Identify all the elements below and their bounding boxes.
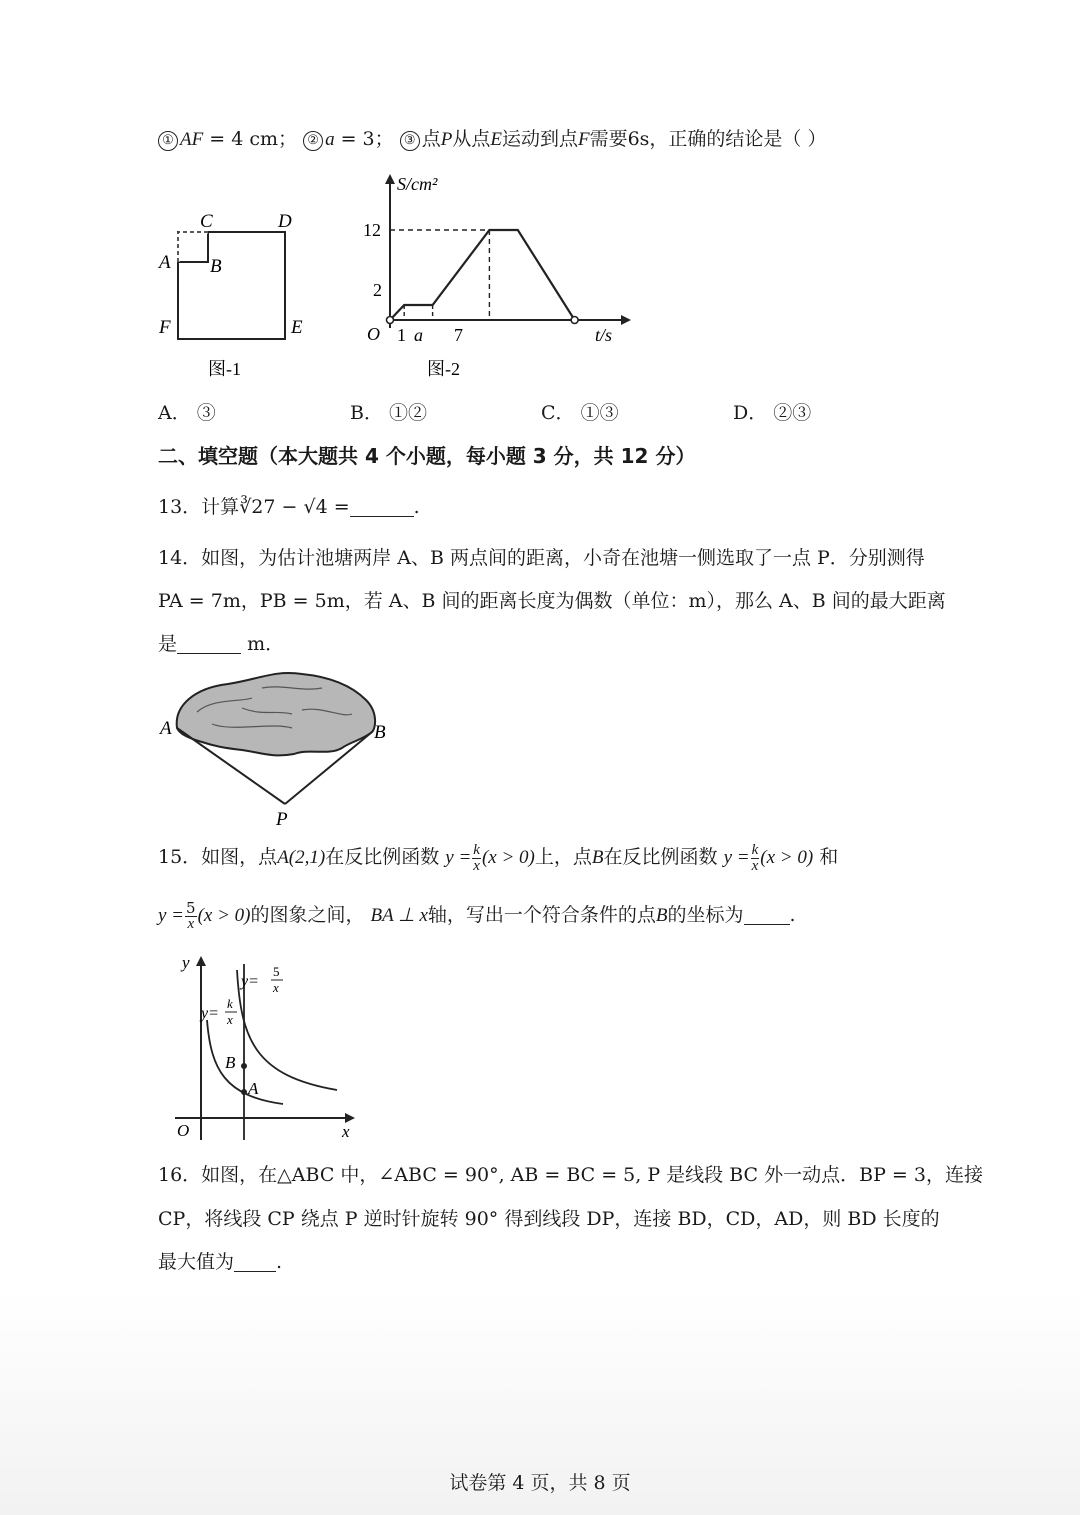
svg-text:5: 5	[273, 964, 280, 979]
svg-text:k: k	[227, 996, 233, 1011]
start-point	[387, 317, 394, 324]
answer-blank-13[interactable]	[350, 498, 414, 517]
y-axis-label: S/cm²	[397, 174, 438, 194]
fig1-caption: 图-1	[208, 359, 241, 379]
option-d[interactable]: D． ②③	[733, 402, 812, 424]
pond-label-p: P	[276, 809, 288, 830]
graph-y-label: y	[182, 953, 190, 972]
label-b: B	[210, 256, 222, 277]
section-heading: 二、填空题（本大题共 4 个小题，每小题 3 分，共 12 分）	[158, 444, 696, 468]
graph-label-a: A	[248, 1079, 259, 1098]
page-footer: 试卷第 4 页，共 8 页	[449, 1472, 631, 1494]
label-f: F	[159, 317, 171, 338]
svg-text:x: x	[273, 980, 279, 995]
xtick-1: 1	[397, 325, 406, 345]
figure-1	[150, 200, 320, 385]
fig2-caption: 图-2	[427, 359, 460, 379]
y-axis-arrow	[385, 174, 395, 184]
label-a: A	[159, 252, 171, 273]
graph-label-b: B	[225, 1053, 236, 1072]
label-e: E	[291, 317, 303, 338]
question-16-line2: CP，将线段 CP 绕点 P 逆时针旋转 90° 得到线段 DP，连接 BD，CD，AD，则 BD 长度的	[158, 1208, 940, 1230]
end-point	[571, 317, 578, 324]
label-c: C	[200, 211, 213, 232]
answer-blank-16[interactable]	[234, 1253, 276, 1272]
question-16-line1: 16．如图，在△ABC 中，∠ABC = 90°, AB = BC = 5, P 是线段 BC 外一动点．BP = 3，连接	[158, 1164, 983, 1186]
pond-figure	[152, 662, 402, 832]
fraction-k-over-x: $\frac{k}{x}$	[473, 841, 480, 874]
option-a[interactable]: A． ③	[158, 402, 216, 424]
figure-2-chart	[355, 168, 645, 386]
pond-label-b: B	[374, 722, 386, 743]
question-14-line1: 14．如图，为估计池塘两岸 A、B 两点间的距离，小奇在池塘一侧选取了一点 P．分别测得	[158, 547, 925, 569]
x-axis-arrow	[621, 315, 631, 325]
q12-statements: ① AF = 4 cm； ② a = 3； ③ 点P从点E运动到点F需要6s，正确的结论是（ ）	[158, 124, 826, 151]
question-15-line2: y = $\frac{5}{x}$ (x > 0)的图象之间， BA ⊥ x轴，写出一个符合条件的点B的坐标为 .	[158, 898, 796, 932]
notch	[178, 232, 208, 262]
question-14-line3: 是 m．	[158, 633, 285, 655]
option-b[interactable]: B． ①②	[350, 402, 428, 424]
graph-origin: O	[177, 1121, 190, 1140]
question-13: 13．计算∛27 − √4 = .	[158, 496, 420, 518]
point-a	[241, 1089, 247, 1095]
curve-label-kx: y=	[201, 1005, 219, 1022]
point-b	[241, 1063, 247, 1069]
svg-text:x: x	[227, 1012, 233, 1027]
curve-label-5x: y=	[241, 973, 259, 990]
fraction-5-over-x: $\frac{5}{x}$	[186, 898, 196, 932]
answer-blank-14[interactable]	[177, 635, 241, 654]
option-c[interactable]: C． ①③	[541, 402, 619, 424]
pond-label-a: A	[160, 718, 172, 739]
question-15-line1: 15．如图，点A(2,1)在反比例函数 y = $\frac{k}{x}$ (x > 0)上，点B在反比例函数 y = $\frac{k}{x}$ (x > 0) 和	[158, 841, 839, 874]
x-axis-label: t/s	[595, 325, 613, 345]
answer-blank-15[interactable]	[744, 906, 790, 925]
ytick-12: 12	[363, 220, 381, 240]
s-t-line	[390, 230, 575, 320]
inverse-function-graph	[165, 950, 365, 1145]
xtick-a: a	[414, 325, 423, 345]
question-16-line3: 最大值为 .	[158, 1251, 283, 1273]
question-14-line2: PA = 7m，PB = 5m，若 A、B 间的距离长度为偶数（单位：m），那么 A、B 间的最大距离	[158, 590, 946, 612]
origin-label: O	[367, 324, 380, 344]
xtick-7: 7	[454, 325, 463, 345]
label-d: D	[278, 211, 292, 232]
ytick-2: 2	[373, 280, 382, 300]
graph-x-label: x	[342, 1122, 350, 1141]
